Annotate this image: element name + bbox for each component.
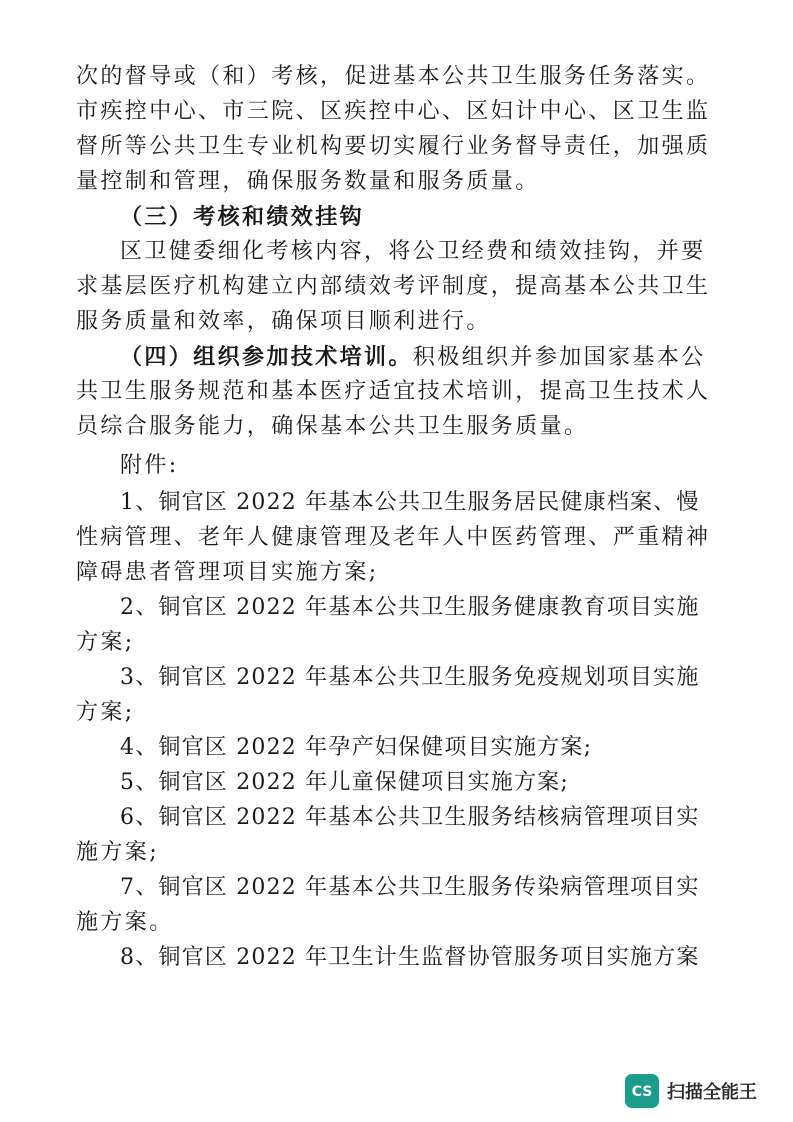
attachment-item: 5、铜官区 2022 年儿童保健项目实施方案; — [120, 770, 569, 795]
attachment-item: 6、铜官区 2022 年基本公共卫生服务结核病管理项目实 — [120, 805, 700, 830]
attachment-item: 3、铜官区 2022 年基本公共卫生服务免疫规划项目实施 — [120, 665, 700, 690]
attachment-item: 7、铜官区 2022 年基本公共卫生服务传染病管理项目实 — [120, 875, 700, 900]
section-heading-3: （三）考核和绩效挂钩 — [120, 204, 365, 230]
attachment-item-cont: 方案; — [76, 630, 135, 655]
section-heading-4: （四）组织参加技术培训。 — [120, 344, 413, 370]
logo-letters: CS — [631, 1084, 653, 1100]
attachment-item-cont: 障碍患者管理项目实施方案; — [76, 560, 379, 585]
attachment-item: 4、铜官区 2022 年孕产妇保健项目实施方案; — [120, 735, 593, 760]
attachment-item-cont: 方案; — [76, 700, 135, 725]
body-line: 员综合服务能力，确保基本公共卫生服务质量。 — [76, 414, 589, 439]
scanner-watermark — [625, 1073, 757, 1109]
body-line: 共卫生服务规范和基本医疗适宜技术培训，提高卫生技术人 — [76, 379, 711, 404]
body-line: 求基层医疗机构建立内部绩效考评制度，提高基本公共卫生 — [76, 274, 711, 299]
attachment-item-cont: 施方案; — [76, 840, 160, 865]
body-line: 服务质量和效率，确保项目顺利进行。 — [76, 309, 491, 334]
attachment-item: 2、铜官区 2022 年基本公共卫生服务健康教育项目实施 — [120, 595, 700, 620]
body-line: 区卫健委细化考核内容，将公卫经费和绩效挂钩，并要 — [120, 239, 706, 264]
body-line: 量控制和管理，确保服务数量和服务质量。 — [76, 169, 540, 194]
body-text: 积极组织并参加国家基本公 — [412, 345, 706, 370]
body-line: 督所等公共卫生专业机构要切实履行业务督导责任，加强质 — [76, 134, 711, 159]
attachment-item: 8、铜官区 2022 年卫生计生监督协管服务项目实施方案 — [120, 945, 700, 970]
section-4-first-line — [120, 342, 706, 373]
camscanner-logo-icon — [625, 1074, 659, 1108]
body-line: 市疾控中心、市三院、区疾控中心、区妇计中心、区卫生监 — [76, 99, 711, 124]
watermark-app-name: 扫描全能王 — [667, 1082, 757, 1103]
attachment-item-cont: 施方案。 — [76, 910, 174, 935]
attachment-item: 1、铜官区 2022 年基本公共卫生服务居民健康档案、慢 — [120, 490, 700, 515]
attachments-label: 附件: — [120, 453, 179, 478]
attachment-item-cont: 性病管理、老年人健康管理及老年人中医药管理、严重精神 — [76, 525, 711, 550]
cs-logo-glyph — [629, 1082, 655, 1100]
body-line: 次的督导或（和）考核，促进基本公共卫生服务任务落实。 — [76, 64, 711, 89]
